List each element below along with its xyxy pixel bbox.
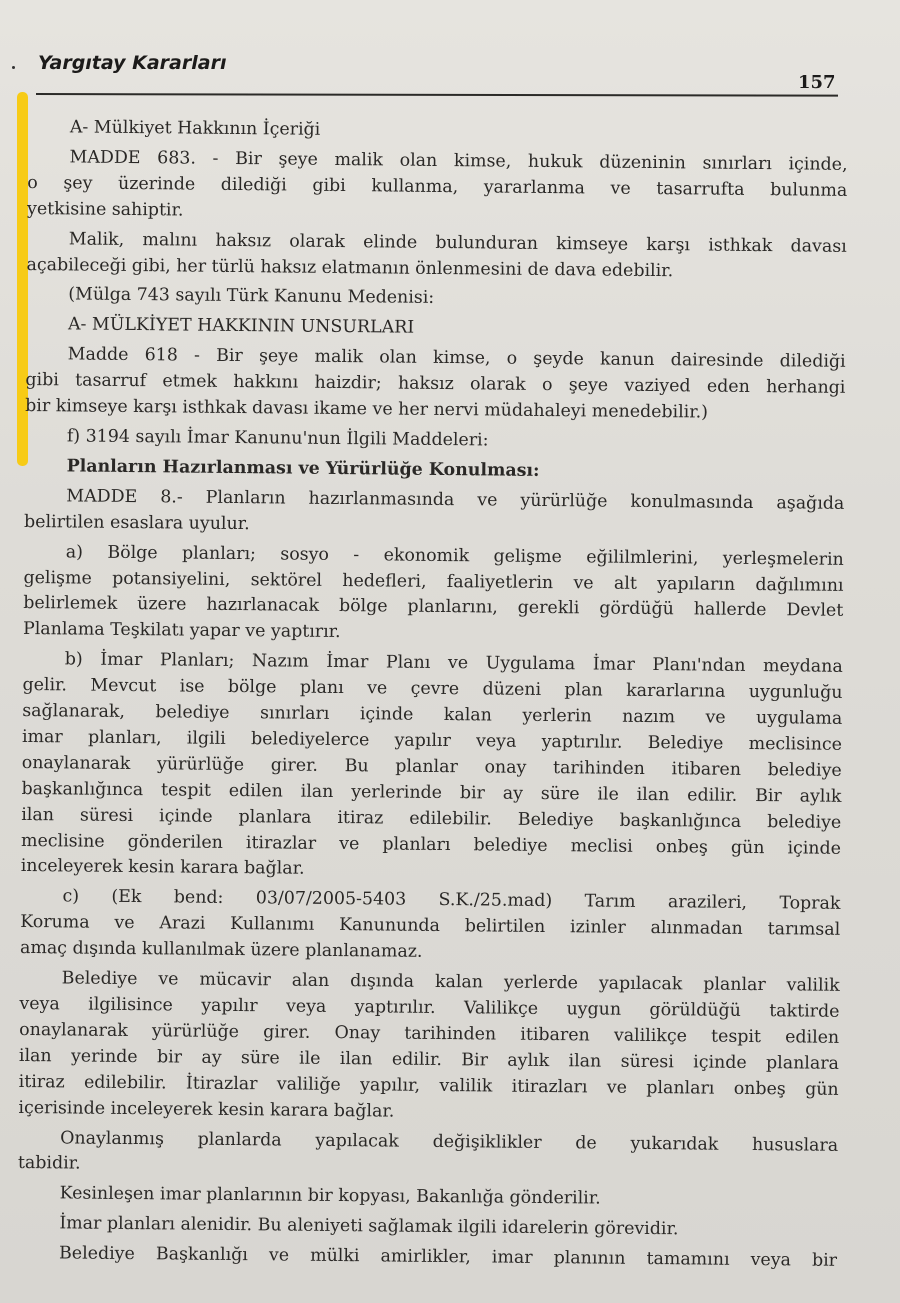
text-line: f) 3194 sayılı İmar Kanunu'nun İlgili Maddeleri: [66,426,489,451]
text-line: veya ilgilisince yapılır veya yaptırılır. Valilikçe uygun görüldüğü taktirde [19,993,840,1022]
text-line: itiraz edilebilir. İtirazlar valiliğe yapılır, valilik itirazları ve planları onbeş gün [18,1071,839,1100]
text-line: MADDE 8.- Planların hazırlanmasında ve yürürlüğe konulmasında aşağıda [66,486,845,514]
text-line: belirlemek üzere hazırlanacak bölge planlarını, gerekli gördüğü hallerde Devlet [23,593,844,622]
header-rule [36,93,838,97]
text-line: bir kimseye karşı isthkak davası ikame ve her nervi müdahaleyi menedebilir.) [25,396,709,423]
paragraph-p15 [18,1181,838,1215]
text-line: onaylanarak yürürlüğe girer. Onay tarihinden itibaren valilikçe tespit edilen [19,1019,840,1048]
text-line: imar planları, ilgili belediyelerce yapılır veya yaptırılır. Belediye meclisince [21,726,843,755]
text-line: o şey üzerinde dilediği gibi kullanma, yararlanma ve tasarrufta bulunma [27,172,848,201]
text-line: c) (Ek bend: 03/07/2005-5403 S.K./25.mad) Tarım arazileri, Toprak [62,886,841,915]
text-line: Kesinleşen imar planlarının bir kopyası, Bakanlığa gönderilir. [59,1183,601,1209]
paragraph-p3 [26,227,846,287]
margin-dot [12,66,15,69]
text-line: ilan süresi içinde planlara itiraz edilebilir. Belediye başkanlığınca belediye [21,804,842,833]
text-line: b) İmar Planları; Nazım İmar Planı ve Uygulama İmar Planı'ndan meydana [64,649,843,678]
paragraph-p14 [18,1125,838,1185]
text-line: gelişme potansiyelini, sektörel hedefleri, faaliyetlerin ve alt yapıların dağılımını [23,567,844,596]
text-line: (Mülga 743 sayılı Türk Kanunu Medenisi: [68,284,435,309]
text-line: Planlama Teşkilatı yapar ve yaptırır. [22,619,341,643]
text-line: içerisinde inceleyerek kesin karara bağlar. [18,1097,395,1122]
text-line: Madde 618 - Bir şeye malik olan kimse, o şeyde kanun dairesinde dilediği [67,344,846,373]
text-line: amaç dışında kullanılmak üzere planlanamaz. [19,938,423,963]
running-head: Yargıtay Kararları [38,52,227,74]
text-line: gibi tasarruf etmek hakkını haizdir; haksız olarak o şeye vaziyed eden herhangi [25,370,846,399]
text-line: İmar planları alenidir. Bu aleniyeti sağlamak ilgili idarelerin görevidir. [59,1213,679,1240]
text-line: gelir. Mevcut ise bölge planı ve çevre düzeni plan kararlarına uygunluğu [22,675,843,703]
page-number: 157 [798,72,836,93]
paragraph-p13 [18,966,839,1129]
text-line: ilan yerinde bir ay süre ile ilan edilir. Bir aylık ilan süresi içinde planlara [18,1045,840,1074]
paragraph-p7 [25,424,845,458]
paragraph-p5 [26,312,846,346]
paragraph-p8 [24,454,844,488]
text-line: meclisine gönderilen itirazlar ve planları belediye meclisi onbeş gün içinde [20,830,842,859]
text-line: MADDE 683. - Bir şeye malik olan kimse, hukuk düzeninin sınırları içinde, [69,147,848,175]
text-line: Koruma ve Arazi Kullanımı Kanununda belirtilen izinler alınmadan tarımsal [20,912,841,941]
body-text [17,115,848,1279]
text-line: inceleyerek kesin karara bağlar. [20,856,305,880]
paragraph-p4 [26,282,846,316]
text-line: başkanlığınca tespit edilen ilan yerlerinde bir ay süre ile ilan edilir. Bir aylık [21,778,842,807]
paragraph-p6 [25,342,846,428]
text-line: belirtilen esaslara uyulur. [24,511,250,534]
text-line: açabileceği gibi, her türlü haksız elatmanın önlenmesini de dava edebilir. [26,254,674,281]
text-line: Malik, malını haksız olarak elinde bulunduran kimseye karşı isthkak davası [68,229,847,257]
paragraph-p2 [27,145,848,231]
paragraph-p1 [28,115,848,149]
paragraph-p10 [23,540,844,651]
text-line: a) Bölge planları; sosyo - ekonomik gelişme eğililmlerini, yerleşmelerin [65,541,844,570]
paragraph-p16 [17,1211,837,1245]
text-line: Planların Hazırlanması ve Yürürlüğe Konulması: [66,456,540,481]
text-line: Onaylanmış planlarda yapılacak değişiklikler de yukarıdak hususlara [60,1127,839,1156]
paragraph-p11 [21,647,843,888]
text-line: onaylanarak yürürlüğe girer. Bu planlar onay tarihinden itibaren belediye [21,752,842,781]
paragraph-p9 [24,484,844,544]
paragraph-p12 [20,884,841,970]
paragraph-p17 [17,1241,837,1275]
text-line: Belediye ve mücavir alan dışında kalan yerlerde yapılacak planlar valilik [61,968,840,996]
text-line: Belediye Başkanlığı ve mülki amirlikler, imar planının tamamını veya bir [58,1243,838,1271]
text-line: tabidir. [17,1153,81,1174]
text-line: A- Mülkiyet Hakkının İçeriği [69,117,321,140]
text-line: sağlanarak, belediye sınırları içinde kalan yerlerin nazım ve uygulama [22,701,843,729]
text-line: A- MÜLKİYET HAKKININ UNSURLARI [67,314,415,339]
text-line: yetkisine sahiptir. [27,198,184,221]
